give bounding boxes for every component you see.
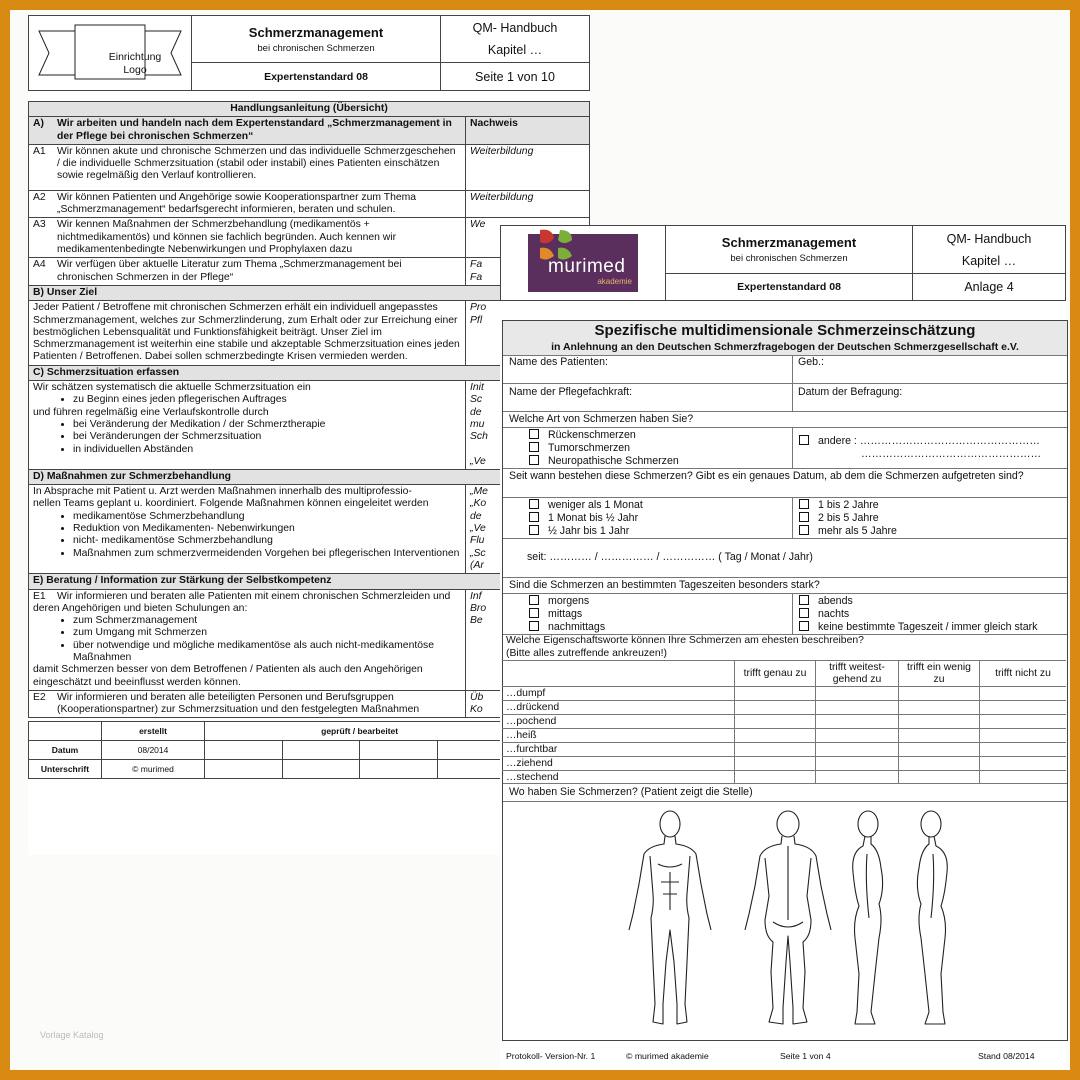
proof-line: „Ko <box>470 498 487 510</box>
row-a4 <box>29 258 466 286</box>
answer-cell[interactable] <box>899 757 980 771</box>
question-hint: (Bitte alles zutreffende ankreuzen!) <box>506 648 667 659</box>
proof-line: Ko <box>470 704 483 716</box>
list-item: • Maßnahmen zum schmerzvermeidenden Vorgehen bei pflegerischen Interventionen <box>73 548 461 560</box>
option-label: mittags <box>548 608 583 620</box>
standard-label: Expertenstandard 08 <box>666 274 913 301</box>
col-trifft-genau-zu: trifft genau zu <box>735 661 816 687</box>
table-row <box>502 743 1066 757</box>
section-a-text: Wir arbeiten und handeln nach dem Expertenstandard „Schmerzmanagement in der Pflege bei chronischen Schmerzen“ <box>57 118 452 142</box>
proof-line: (Ar <box>470 559 484 571</box>
answer-cell[interactable] <box>816 771 899 785</box>
descriptor-word: …stechend <box>502 771 735 785</box>
proof-line: „Ve <box>470 523 486 535</box>
row-code: A3 <box>33 219 46 231</box>
option-label: morgens <box>548 595 590 607</box>
row-a1 <box>29 144 466 190</box>
question-text: Welche Art von Schmerzen haben Sie? <box>509 413 694 425</box>
descriptor-word: …furchtbar <box>502 743 735 757</box>
option-label: nachts <box>818 608 850 620</box>
form-title: Spezifische multidimensionale Schmerzeinschätzung <box>594 322 976 339</box>
table-row <box>502 715 1066 729</box>
title-cell <box>192 16 441 63</box>
answer-cell[interactable] <box>816 757 899 771</box>
list-item: • Reduktion von Medikamenten- Nebenwirkungen <box>73 523 461 535</box>
chapter-label: Kapitel … <box>961 253 1017 268</box>
section-d-line: In Absprache mit Patient u. Arzt werden Maßnahmen innerhalb des multiprofessio- <box>33 486 412 498</box>
section-d-list <box>33 511 461 560</box>
logo-cell <box>29 16 192 91</box>
form-subtitle: in Anlehnung an den Deutschen Schmerzfragebogen der Deutschen Schmerzgesellschaft e.V. <box>551 341 1019 353</box>
handbook-label: QM- Handbuch <box>472 21 558 35</box>
section-c-heading: C) Schmerzsituation erfassen <box>29 365 590 380</box>
since-question <box>503 469 1067 498</box>
answer-cell[interactable] <box>816 701 899 715</box>
assessment-form <box>502 320 1068 1041</box>
answer-cell[interactable] <box>899 715 980 729</box>
answer-cell[interactable] <box>980 715 1067 729</box>
answer-cell[interactable] <box>899 729 980 743</box>
section-c-list-1 <box>33 394 461 406</box>
answer-cell[interactable] <box>735 757 816 771</box>
section-code: A) <box>33 118 44 130</box>
option-label: abends <box>818 595 853 607</box>
proof-line: „Sc <box>470 547 486 559</box>
option-label: 2 bis 5 Jahre <box>818 512 879 524</box>
option-label: Neuropathische Schmerzen <box>548 455 679 467</box>
title-cell <box>666 226 913 274</box>
handbook-label: QM- Handbuch <box>946 231 1032 246</box>
answer-cell[interactable] <box>735 771 816 785</box>
answer-cell[interactable] <box>816 729 899 743</box>
since-options <box>503 498 1067 539</box>
table-row <box>502 729 1066 743</box>
doc-subtitle: bei chronischen Schmerzen <box>257 42 375 54</box>
option-label: 1 bis 2 Jahre <box>818 499 879 511</box>
checkbox-nachts[interactable] <box>799 608 1037 621</box>
handbook-cell <box>441 16 590 63</box>
list-item: • nicht- medikamentöse Schmerzbehandlung <box>73 535 461 547</box>
since-date-field[interactable]: seit: ………… / …………… / …………… ( Tag / Monat / Jahr) <box>527 551 813 563</box>
checkbox-2-5-jahre[interactable] <box>799 512 897 525</box>
proof-line: „Ve <box>470 455 486 467</box>
proof-line: Sc <box>470 394 483 406</box>
checkbox-morgens[interactable] <box>529 595 605 608</box>
col-trifft-weitestgehend-zu: trifft weitest-gehend zu <box>816 661 899 687</box>
patient-row <box>503 356 1067 384</box>
other-line: …………………………………………… <box>861 448 1042 460</box>
descriptor-word: …ziehend <box>502 757 735 771</box>
answer-cell[interactable] <box>899 743 980 757</box>
row-e2 <box>29 690 466 718</box>
location-question <box>503 784 1067 802</box>
annex-label: Anlage 4 <box>913 274 1066 301</box>
answer-cell[interactable] <box>816 743 899 757</box>
unterschrift-label: Unterschrift <box>29 760 102 779</box>
table-row <box>502 701 1066 715</box>
row-code: A1 <box>33 145 46 157</box>
section-d-heading: D) Maßnahmen zur Schmerzbehandlung <box>29 469 590 484</box>
checkbox-rueckenschmerzen[interactable] <box>529 429 679 442</box>
proof-a1: Weiterbildung <box>466 144 590 190</box>
table-row <box>502 687 1066 701</box>
list-item: • bei Veränderung der Medikation / der Schmerztherapie <box>73 419 461 431</box>
proof-line: Inf <box>470 590 482 602</box>
row-code: A2 <box>33 191 46 203</box>
section-e1-list <box>33 615 461 664</box>
body-side-right-icon[interactable] <box>853 811 883 1024</box>
daytime-options <box>503 594 1067 635</box>
doc2-header <box>500 225 1066 301</box>
geprueft-header: geprüft / bearbeitet <box>205 722 515 741</box>
answer-cell[interactable] <box>735 715 816 729</box>
section-c-line: Wir schätzen systematisch die aktuelle Schmerzsituation ein <box>33 382 311 394</box>
answer-cell[interactable] <box>899 771 980 785</box>
page-label: Seite 1 von 10 <box>441 63 590 91</box>
list-item: • über notwendige und mögliche medikamentöse als auch nicht-medikamentöse Maßnahmen <box>73 640 461 665</box>
pain-type-question <box>503 412 1067 428</box>
murimed-logo-cell <box>501 226 666 301</box>
answer-cell[interactable] <box>735 701 816 715</box>
answer-cell[interactable] <box>816 715 899 729</box>
answer-cell[interactable] <box>980 771 1067 785</box>
datum-value: 08/2014 <box>102 741 205 760</box>
table-row <box>502 771 1066 785</box>
option-label: ½ Jahr bis 1 Jahr <box>548 525 630 537</box>
question-text: Sind die Schmerzen an bestimmten Tageszeiten besonders stark? <box>509 579 820 591</box>
murimed-logo <box>528 234 638 292</box>
answer-cell[interactable] <box>980 687 1067 701</box>
question-text: Welche Eigenschaftsworte können Ihre Schmerzen am ehesten beschreiben? <box>506 635 864 646</box>
checkbox-halbes-jahr-1-jahr[interactable] <box>529 525 643 538</box>
checkbox-nachmittags[interactable] <box>529 621 605 634</box>
doc2-title: Schmerzmanagement <box>721 235 857 250</box>
since-date-row <box>503 539 1067 578</box>
answer-cell[interactable] <box>980 729 1067 743</box>
checkbox-weniger-1-monat[interactable] <box>529 499 643 512</box>
proof-line: „Me <box>470 486 488 498</box>
datum-label: Datum <box>29 741 102 760</box>
descriptor-section <box>503 634 1067 784</box>
answer-cell[interactable] <box>735 743 816 757</box>
list-item: • in individuellen Abständen <box>73 444 461 456</box>
row-text: Wir informieren und beraten alle beteiligten Personen und Berufsgruppen (Kooperationspartner) zur Schmerzsituation und den festgelegten Maßnahmen <box>57 691 420 716</box>
row-e1 <box>29 589 466 690</box>
document-schmerzeinschaetzung <box>500 225 1066 1070</box>
proof-line: Üb <box>470 691 484 703</box>
checkbox-abends[interactable] <box>799 595 1037 608</box>
checkbox-keine-bestimmte-tageszeit[interactable] <box>799 621 1037 634</box>
answer-cell[interactable] <box>980 743 1067 757</box>
erstellt-header: erstellt <box>102 722 205 741</box>
proof-line: de <box>470 510 482 522</box>
option-label: weniger als 1 Monat <box>548 499 643 511</box>
proof-line: Sch <box>470 431 488 443</box>
answer-cell[interactable] <box>735 729 816 743</box>
row-a2 <box>29 190 466 218</box>
section-c-body <box>29 381 466 470</box>
list-item: • zu Beginn eines jeden pflegerischen Auftrages <box>73 394 461 406</box>
proof-a2: Weiterbildung <box>466 190 590 218</box>
checkbox-1-monat-halbes-jahr[interactable] <box>529 512 643 525</box>
table-title: Handlungsanleitung (Übersicht) <box>29 102 590 117</box>
option-label: nachmittags <box>548 621 606 633</box>
section-b-text: Jeder Patient / Betroffene mit chronischen Schmerzen erhält ein individuell angepasstes Schmerzmanagement, welches zur Schmerzlinderung, zum Erhalt oder zur Erreichung einer bestmöglichen Lebensqualität und Funktionsfähigkeit beiträgt. Unser Ziel im Schmerzmanagement ist weiterhin eine stabile und akzeptable Schmerzsituation eines jeden Patienten / Betroffenen. Dabei sollen schmerzbedingte Krisen vermieden werden. <box>29 301 466 365</box>
born-label: Geb.: <box>798 356 824 368</box>
table-row <box>502 757 1066 771</box>
answer-cell[interactable] <box>980 701 1067 715</box>
row-text: Wir kennen Maßnahmen der Schmerzbehandlung (medikamentös + nichtmedikamentös) und können sie fachlich begründen. Auch kennen wir medikamentenbedingte Nebenwirkungen und Prophylaxen dazu <box>57 219 397 256</box>
section-b-heading: B) Unser Ziel <box>29 285 590 300</box>
col-trifft-ein-wenig-zu: trifft ein wenig zu <box>899 661 980 687</box>
body-side-left-icon[interactable] <box>917 811 947 1024</box>
proof-line: Pfl <box>470 314 483 326</box>
protocol-version: Protokoll- Version-Nr. 1 <box>506 1051 596 1061</box>
logo-placeholder-text: Einrichtung Logo <box>108 51 162 76</box>
row-text-after: damit Schmerzen besser von dem Betroffenen / Patienten als auch den Angehörigen eingeschätzt und beeinflusst werden können. <box>33 664 423 688</box>
option-label: 1 Monat bis ½ Jahr <box>548 512 639 524</box>
answer-cell[interactable] <box>899 687 980 701</box>
checkbox-1-2-jahre[interactable] <box>799 499 897 512</box>
doc-title: Schmerzmanagement <box>248 24 384 40</box>
list-item: • zum Schmerzmanagement <box>73 615 461 627</box>
nurse-row <box>503 384 1067 412</box>
option-label: Rückenschmerzen <box>548 429 636 441</box>
option-label: Tumorschmerzen <box>548 442 631 454</box>
body-front-icon[interactable] <box>629 811 711 1024</box>
row-text: Wir verfügen über aktuelle Literatur zum Thema „Schmerzmanagement bei chronischen Schmerzen in der Pflege“ <box>57 259 402 283</box>
row-code: A4 <box>33 259 46 271</box>
handbook-cell <box>913 226 1066 274</box>
descriptor-word: …drückend <box>502 701 735 715</box>
descriptor-word: …heiß <box>502 729 735 743</box>
question-text: Wo haben Sie Schmerzen? (Patient zeigt die Stelle) <box>509 786 753 798</box>
descriptor-word: …dumpf <box>502 687 735 701</box>
unterschrift-value: © murimed <box>102 760 205 779</box>
daytime-question <box>503 578 1067 594</box>
standard-label: Expertenstandard 08 <box>192 63 441 91</box>
descriptor-question <box>502 634 1066 661</box>
copyright-text: © murimed akademie <box>626 1051 709 1061</box>
proof-line: Init <box>470 382 484 394</box>
proof-line: Pro <box>470 302 487 314</box>
row-code: E1 <box>33 590 46 602</box>
logo-word: murimed <box>548 256 626 277</box>
answer-cell[interactable] <box>980 757 1067 771</box>
chapter-label: Kapitel … <box>487 43 543 57</box>
section-c-list-2 <box>33 419 461 456</box>
form-title-row <box>503 321 1067 356</box>
section-d-line: nellen Teams geplant u. koordiniert. Folgende Maßnahmen können eingeleitet werden <box>33 498 429 510</box>
checkbox-mehr-5-jahre[interactable] <box>799 525 897 538</box>
page-number: Seite 1 von 4 <box>780 1051 831 1061</box>
patient-name-label: Name des Patienten: <box>509 356 608 368</box>
answer-cell[interactable] <box>816 687 899 701</box>
nachweis-heading: Nachweis <box>466 117 590 145</box>
proof-a3: We <box>466 218 590 258</box>
body-chart-area <box>503 802 1067 1040</box>
checkbox-mittags[interactable] <box>529 608 605 621</box>
nurse-label: Name der Pflegefachkraft: <box>509 386 633 398</box>
list-item: • zum Umgang mit Schmerzen <box>73 627 461 639</box>
watermark: Vorlage Katalog <box>40 1030 104 1040</box>
logo-subword: akademie <box>597 277 632 286</box>
section-c-line: und führen regelmäßig eine Verlaufskontrolle durch <box>33 406 269 418</box>
list-item: • medikamentöse Schmerzbehandlung <box>73 511 461 523</box>
row-text: Wir können Patienten und Angehörige sowie Kooperationspartner zum Thema „Schmerzmanagement“ bedarfsgerecht informieren, beraten und schulen. <box>57 191 417 216</box>
list-item: • bei Veränderungen der Schmerzsituation <box>73 431 461 443</box>
answer-cell[interactable] <box>899 701 980 715</box>
date-label: Datum der Befragung: <box>798 386 903 398</box>
body-outline-diagram <box>503 802 1067 1040</box>
descriptor-word: …pochend <box>502 715 735 729</box>
body-back-icon[interactable] <box>745 811 831 1024</box>
checkbox-andere[interactable] <box>799 435 1041 448</box>
row-a3 <box>29 218 466 258</box>
option-label: mehr als 5 Jahre <box>818 525 897 537</box>
checkbox-tumorschmerzen[interactable] <box>529 442 679 455</box>
section-e-heading: E) Beratung / Information zur Stärkung der Selbstkompetenz <box>29 574 590 589</box>
proof-line: Be <box>470 615 483 627</box>
checkbox-neuropathische[interactable] <box>529 455 679 468</box>
section-d-body <box>29 485 466 574</box>
option-label: keine bestimmte Tageszeit / immer gleich stark <box>818 621 1038 633</box>
proof-line: Fa <box>470 271 483 283</box>
answer-cell[interactable] <box>735 687 816 701</box>
proof-line: de <box>470 406 482 418</box>
row-text: Wir informieren und beraten alle Patienten mit einem chronischen Schmerzleiden und deren Angehörigen und bieten Schulungen an: <box>33 590 451 614</box>
proof-line: Fa <box>470 259 483 271</box>
stand-date: Stand 08/2014 <box>978 1051 1035 1061</box>
row-code: E2 <box>33 691 46 703</box>
option-label: andere : …………………………………………… <box>818 435 1040 447</box>
pain-type-options <box>503 428 1067 469</box>
descriptor-table <box>502 634 1066 784</box>
col-trifft-nicht-zu: trifft nicht zu <box>980 661 1067 687</box>
proof-line: Flu <box>470 535 485 547</box>
proof-line: Bro <box>470 602 487 614</box>
doc1-header <box>28 15 590 91</box>
section-a-heading <box>29 117 466 145</box>
doc2-subtitle: bei chronischen Schmerzen <box>730 253 848 264</box>
row-text: Wir können akute und chronische Schmerzen und das individuelle Schmerzgeschehen / die individuelle Schmerzsituation (stabil oder instabil) eines Patienten einschätzen sowie regelmäßig den Verlauf kontrollieren. <box>57 145 456 182</box>
proof-line: mu <box>470 418 485 430</box>
question-text: Seit wann bestehen diese Schmerzen? Gibt es ein genaues Datum, ab dem die Schmerzen aufgetreten sind? <box>509 470 1024 482</box>
